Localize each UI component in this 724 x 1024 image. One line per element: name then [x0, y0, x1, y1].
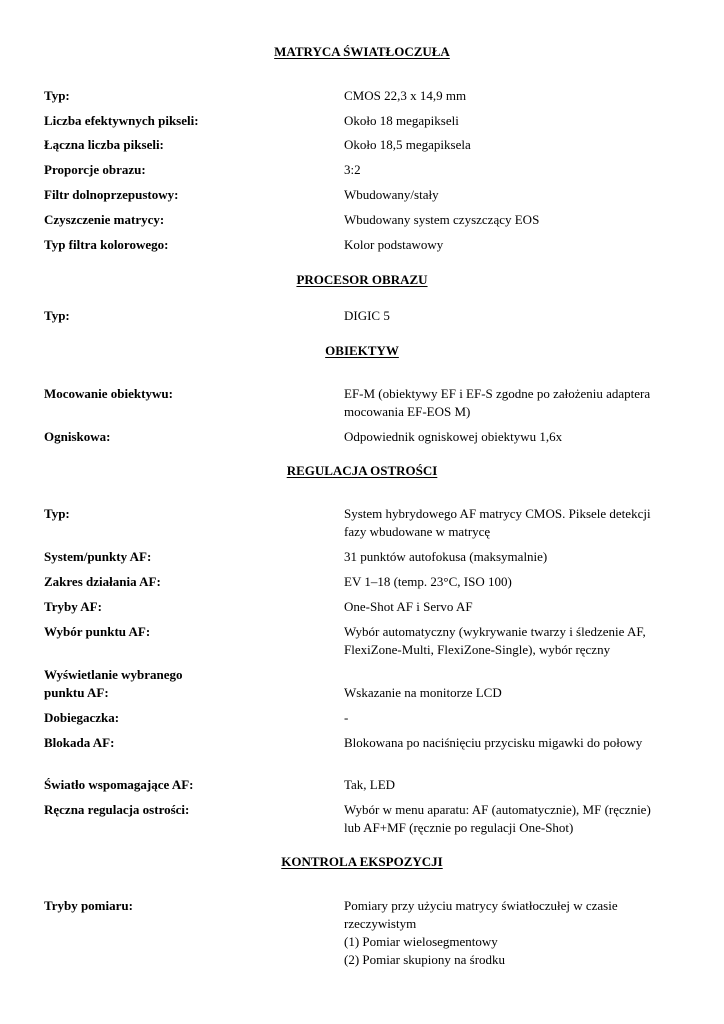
spec-value: Odpowiednik ogniskowej obiektywu 1,6x [344, 429, 563, 444]
spec-value: Wbudowany/stały [344, 187, 439, 202]
spec-label: Ręczna regulacja ostrości: [44, 802, 190, 817]
section-heading-focus: REGULACJA OSTROŚCI [286, 463, 438, 478]
spec-value: Wybór w menu aparatu: AF (automatycznie), MF (ręcznie) lub AF+MF (ręcznie po regulacji One-Shot) [344, 802, 651, 835]
spec-value: Wbudowany system czyszczący EOS [344, 212, 540, 227]
spec-label: Liczba efektywnych pikseli: [44, 113, 199, 128]
spec-value: 3:2 [344, 162, 361, 177]
spec-label: Blokada AF: [44, 735, 115, 750]
spec-label: Wybór punktu AF: [44, 624, 151, 639]
spec-value: Kolor podstawowy [344, 237, 444, 252]
spec-value: CMOS 22,3 x 14,9 mm [344, 88, 467, 103]
spec-label: Dobiegaczka: [44, 710, 120, 725]
spec-label: Filtr dolnoprzepustowy: [44, 187, 179, 202]
spec-label: Mocowanie obiektywu: [44, 386, 173, 401]
spec-value: Około 18,5 megapiksela [344, 137, 471, 152]
spec-label: System/punkty AF: [44, 549, 152, 564]
spec-value: 31 punktów autofokusa (maksymalnie) [344, 549, 548, 564]
spec-label: Wyświetlanie wybranego punktu AF: [44, 667, 183, 700]
spec-value: - [344, 710, 349, 725]
spec-label: Ogniskowa: [44, 429, 111, 444]
spec-label: Zakres działania AF: [44, 574, 161, 589]
spec-value: EV 1–18 (temp. 23°C, ISO 100) [344, 574, 512, 589]
spec-label: Typ: [44, 88, 70, 103]
spec-label: Typ: [44, 308, 70, 323]
spec-label: Proporcje obrazu: [44, 162, 146, 177]
spec-value: One-Shot AF i Servo AF [344, 599, 473, 614]
section-heading-exposure: KONTROLA EKSPOZYCJI [281, 854, 443, 869]
section-heading-processor: PROCESOR OBRAZU [296, 272, 428, 287]
section-heading-sensor: MATRYCA ŚWIATŁOCZUŁA [274, 44, 450, 59]
spec-value: Około 18 megapikseli [344, 113, 459, 128]
spec-value: Blokowana po naciśnięciu przycisku migawki do połowy [344, 735, 643, 750]
spec-label: Tryby pomiaru: [44, 898, 133, 913]
spec-value: Pomiary przy użyciu matrycy światłoczułej w czasie rzeczywistym (1) Pomiar wielosegmentowy (2) Pomiar skupiony na środku [344, 898, 618, 967]
spec-value: Wybór automatyczny (wykrywanie twarzy i śledzenie AF, FlexiZone-Multi, FlexiZone-Single), wybór ręczny [344, 624, 646, 657]
spec-value: DIGIC 5 [344, 308, 390, 323]
spec-value: System hybrydowego AF matrycy CMOS. Piksele detekcji fazy wbudowane w matrycę [344, 506, 651, 539]
spec-value: Wskazanie na monitorze LCD [344, 685, 502, 700]
spec-value: Tak, LED [344, 777, 396, 792]
spec-label: Tryby AF: [44, 599, 102, 614]
spec-label: Czyszczenie matrycy: [44, 212, 165, 227]
spec-label: Typ: [44, 506, 70, 521]
spec-label: Łączna liczba pikseli: [44, 137, 164, 152]
spec-value: EF-M (obiektywy EF i EF-S zgodne po założeniu adaptera mocowania EF-EOS M) [344, 386, 651, 419]
section-heading-lens: OBIEKTYW [325, 343, 399, 358]
spec-label: Typ filtra kolorowego: [44, 237, 169, 252]
spec-label: Światło wspomagające AF: [44, 777, 194, 792]
